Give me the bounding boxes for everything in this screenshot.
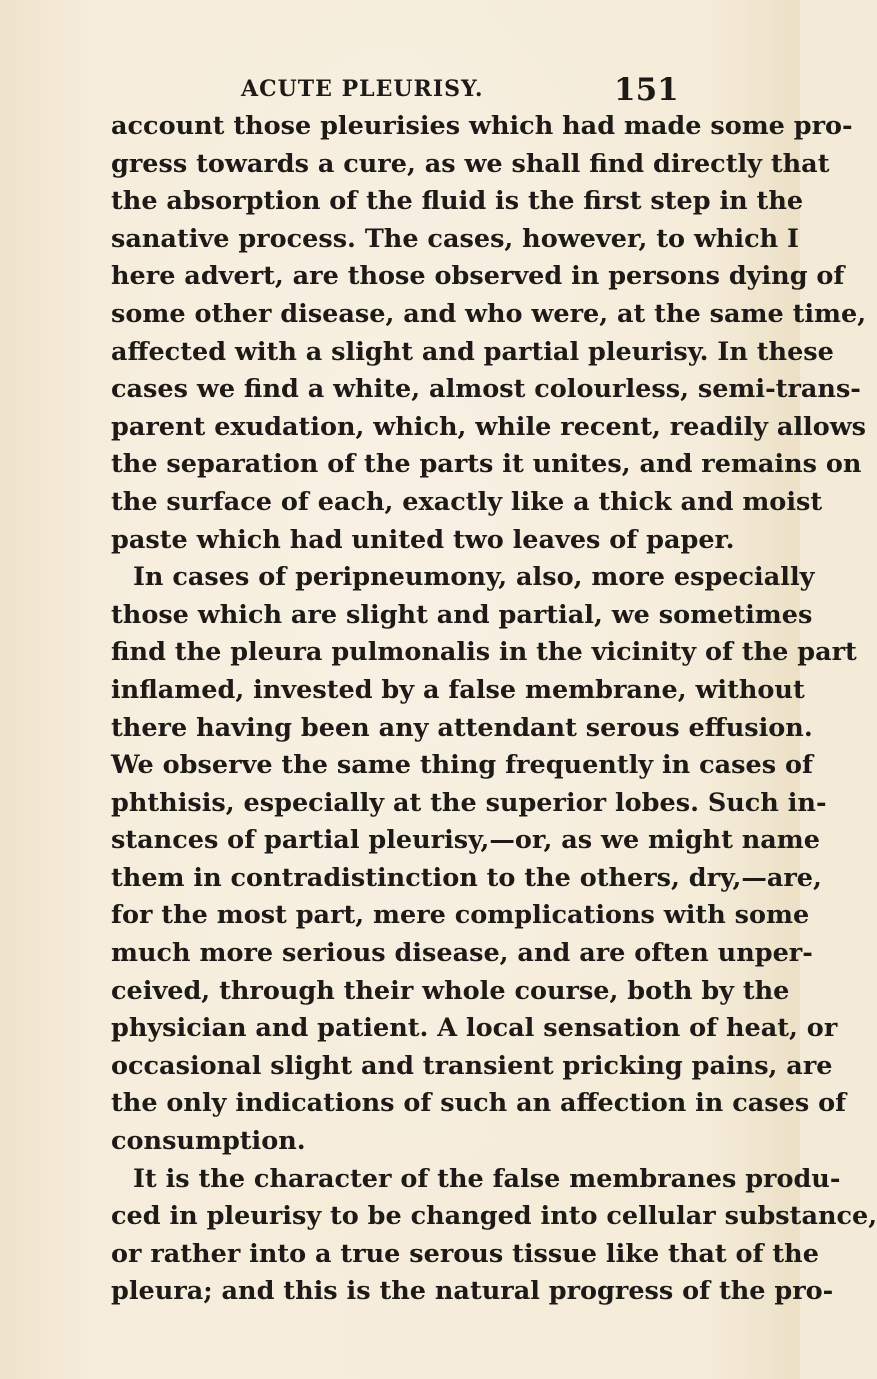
text-line: It is the character of the false membranes produ- [133,1163,841,1194]
text-line: those which are slight and partial, we sometimes [111,599,813,630]
body-text [111,108,877,1311]
text-line: account those pleurisies which had made some pro- [111,111,853,141]
text-line: inflamed, invested by a false membrane, without [111,674,805,705]
text-line: We observe the same thing frequently in cases of [111,750,813,781]
text-line: stances of partial pleurisy,—or, as we might name [111,825,821,856]
text-line: find the pleura pulmonalis in the vicinity of the part [111,637,857,668]
text-line: parent exudation, which, while recent, readily allows [111,411,867,442]
text-line: physician and patient. A local sensation of heat, or [111,1013,838,1044]
text-line: cases we find a white, almost colourless, semi-trans- [111,374,861,405]
text-line: the only indications of such an affection in cases of [111,1088,847,1119]
text-line: occasional slight and transient pricking pains, are [111,1050,833,1081]
text-line: paste which had united two leaves of paper. [111,524,735,555]
text-line: some other disease, and who were, at the same time, [111,298,867,329]
text-line: much more serious disease, and are often unper- [111,938,813,969]
text-line: affected with a slight and partial pleurisy. In these [111,336,834,367]
running-title: ACUTE PLEURISY. [241,76,484,102]
text-line: for the most part, mere complications with some [111,900,810,931]
text-line: In cases of peripneumony, also, more especially [133,562,815,593]
text-line: sanative process. The cases, however, to which I [111,223,799,254]
text-line: them in contradistinction to the others, dry,—are, [111,862,822,893]
text-line: there having been any attendant serous effusion. [111,712,813,743]
page-number: 151 [614,72,679,108]
text-line: the surface of each, exactly like a thick and moist [111,486,823,517]
text-line: here advert, are those observed in persons dying of [111,261,845,292]
text-line: ceived, through their whole course, both by the [111,975,790,1006]
text-line: gress towards a cure, as we shall find directly that [111,148,830,179]
text-line: pleura; and this is the natural progress of the pro- [111,1276,834,1307]
text-line: phthisis, especially at the superior lobes. Such in- [111,787,827,818]
text-line: or rather into a true serous tissue like that of the [111,1238,819,1269]
text-line: consumption. [111,1126,306,1157]
text-line: ced in pleurisy to be changed into cellular substance, [111,1201,877,1232]
text-line: the separation of the parts it unites, and remains on [111,449,862,480]
text-line: the absorption of the fluid is the first step in the [111,186,804,217]
